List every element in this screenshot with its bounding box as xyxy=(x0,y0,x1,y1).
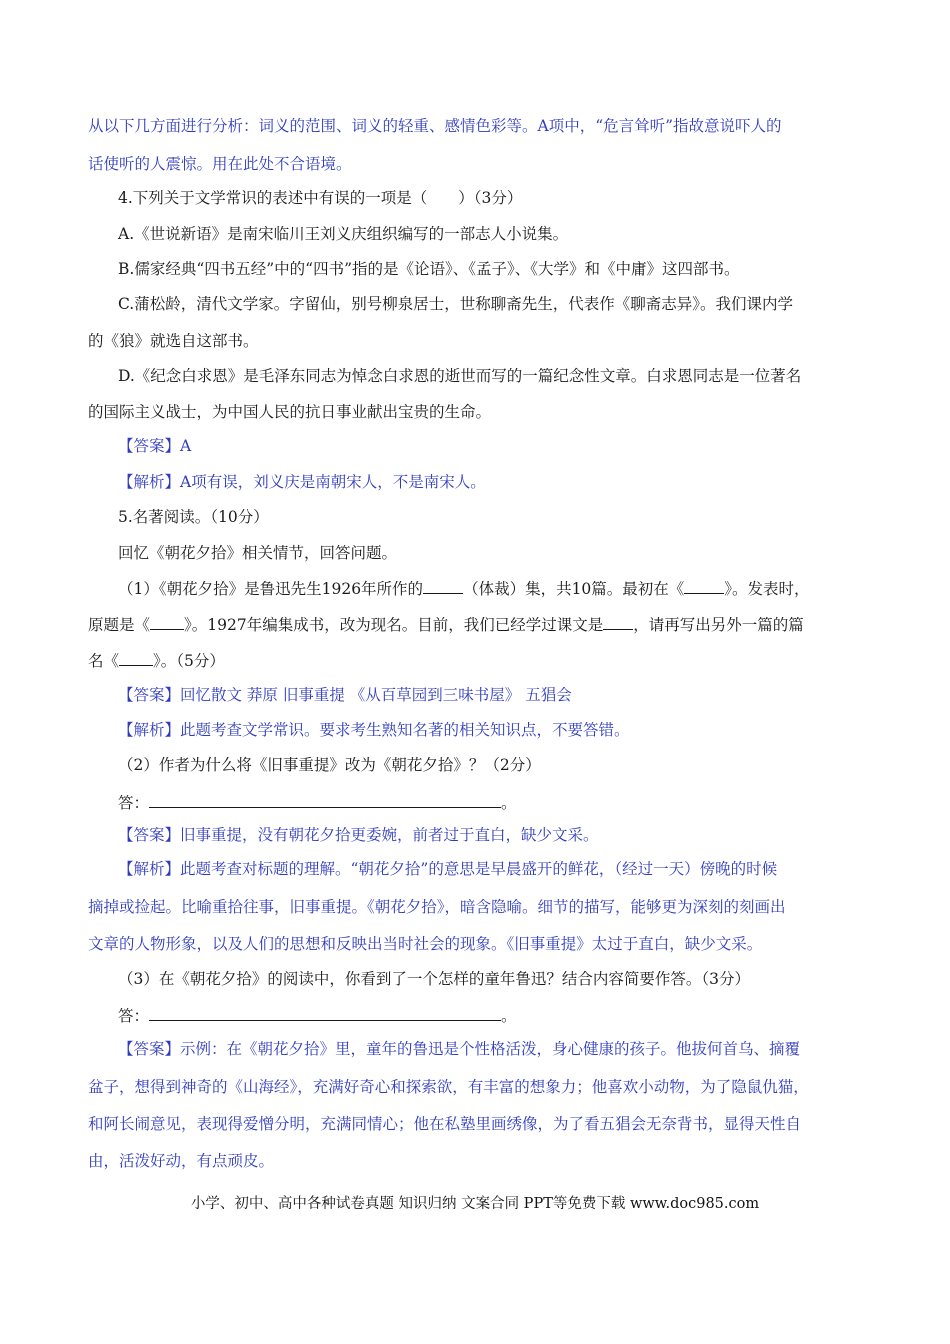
question-5-1-line-1: （1）《朝花夕拾》是鲁迅先生1926年所作的 （体裁）集，共10篇。最初在《 》。发表时， xyxy=(118,577,868,599)
question-4-answer: 【答案】A xyxy=(118,437,192,455)
fill-blank xyxy=(423,577,463,594)
question-4-option-b: B.儒家经典“四书五经”中的“四书”指的是《论语》、《孟子》、《大学》和《中庸》这四部书。 xyxy=(118,260,740,278)
fill-blank xyxy=(150,613,184,630)
question-5-2-answer-line: 答： 。 xyxy=(118,791,868,813)
fill-blank xyxy=(684,577,724,594)
question-4-option-a: A.《世说新语》是南宋临川王刘义庆组织编写的一部志人小说集。 xyxy=(118,225,569,243)
fill-blank xyxy=(603,613,633,630)
question-5-3-answer-cont: 和阿长闹意见，表现得爱憎分明，充满同情心；他在私塾里画绣像，为了看五猖会无奈背书，显得天性自 xyxy=(88,1115,802,1133)
question-5-2-answer: 【答案】旧事重提，没有朝花夕拾更委婉，前者过于直白，缺少文采。 xyxy=(118,826,599,844)
question-4-option-c: C.蒲松龄，清代文学家。字留仙，别号柳泉居士，世称聊斋先生，代表作《聊斋志异》。我们课内学 xyxy=(118,295,793,313)
question-5-3-stem: （3）在《朝花夕拾》的阅读中，你看到了一个怎样的童年鲁迅？结合内容简要作答。（3分） xyxy=(118,970,750,988)
question-5-3-answer-cont: 由，活泼好动，有点顽皮。 xyxy=(88,1152,275,1170)
question-5-1-line-2: 原题是《 》。1927年编集成书，改为现名。目前，我们已经学过课文是 ，请再写出另外一篇的篇 xyxy=(88,613,868,635)
question-5-2-stem: （2）作者为什么将《旧事重提》改为《朝花夕拾》？（2分） xyxy=(118,756,541,774)
question-5-3-answer-cont: 盆子，想得到神奇的《山海经》，充满好奇心和探索欲，有丰富的想象力；他喜欢小动物，为了隐鼠仇猫， xyxy=(88,1078,809,1096)
question-4-stem: 4.下列关于文学常识的表述中有误的一项是（ ）（3分） xyxy=(118,189,523,207)
question-5-2-analysis: 【解析】此题考查对标题的理解。“朝花夕拾”的意思是早晨盛开的鲜花，（经过一天）傍晚的时候 xyxy=(118,860,778,878)
question-5-1-analysis: 【解析】此题考查文学常识。要求考生熟知名著的相关知识点，不要答错。 xyxy=(118,721,630,739)
question-5-2-analysis-cont: 文章的人物形象，以及人们的思想和反映出当时社会的现象。《旧事重提》太过于直白，缺少文采。 xyxy=(88,935,763,953)
answer-blank xyxy=(149,1004,501,1021)
answer-blank xyxy=(149,791,501,808)
question-5-1-answer: 【答案】回忆散文 莽原 旧事重提 《从百草园到三味书屋》 五猖会 xyxy=(118,686,572,704)
fill-blank xyxy=(119,649,153,666)
question-4-analysis: 【解析】A项有误，刘义庆是南朝宋人，不是南宋人。 xyxy=(118,473,486,491)
question-5-3-answer-line: 答： 。 xyxy=(118,1004,868,1026)
question-5-1-line-3: 名《 》。（5分） xyxy=(88,649,868,671)
page-footer: 小学、初中、高中各种试卷真题 知识归纳 文案合同 PPT等免费下载 www.doc985.com xyxy=(190,1196,760,1212)
question-4-option-d-cont: 的国际主义战士，为中国人民的抗日事业献出宝贵的生命。 xyxy=(88,403,492,421)
question-5-stem: 5.名著阅读。（10分） xyxy=(118,508,269,526)
question-5-intro: 回忆《朝花夕拾》相关情节，回答问题。 xyxy=(118,544,398,562)
question-5-3-answer: 【答案】示例：在《朝花夕拾》里，童年的鲁迅是个性格活泼，身心健康的孩子。他拔何首乌、摘覆 xyxy=(118,1040,801,1058)
analysis-line: 话使听的人震惊。用在此处不合语境。 xyxy=(88,155,352,173)
analysis-line: 从以下几方面进行分析：词义的范围、词义的轻重、感情色彩等。A项中，“危言耸听”指故意说吓人的 xyxy=(88,117,782,135)
question-4-option-d: D.《纪念白求恩》是毛泽东同志为悼念白求恩的逝世而写的一篇纪念性文章。白求恩同志是一位著名 xyxy=(118,367,802,385)
question-5-2-analysis-cont: 摘掉或捡起。比喻重拾往事，旧事重提。《朝花夕拾》，暗含隐喻。细节的描写，能够更为深刻的刻画出 xyxy=(88,898,786,916)
question-4-option-c-cont: 的《狼》就选自这部书。 xyxy=(88,332,259,350)
